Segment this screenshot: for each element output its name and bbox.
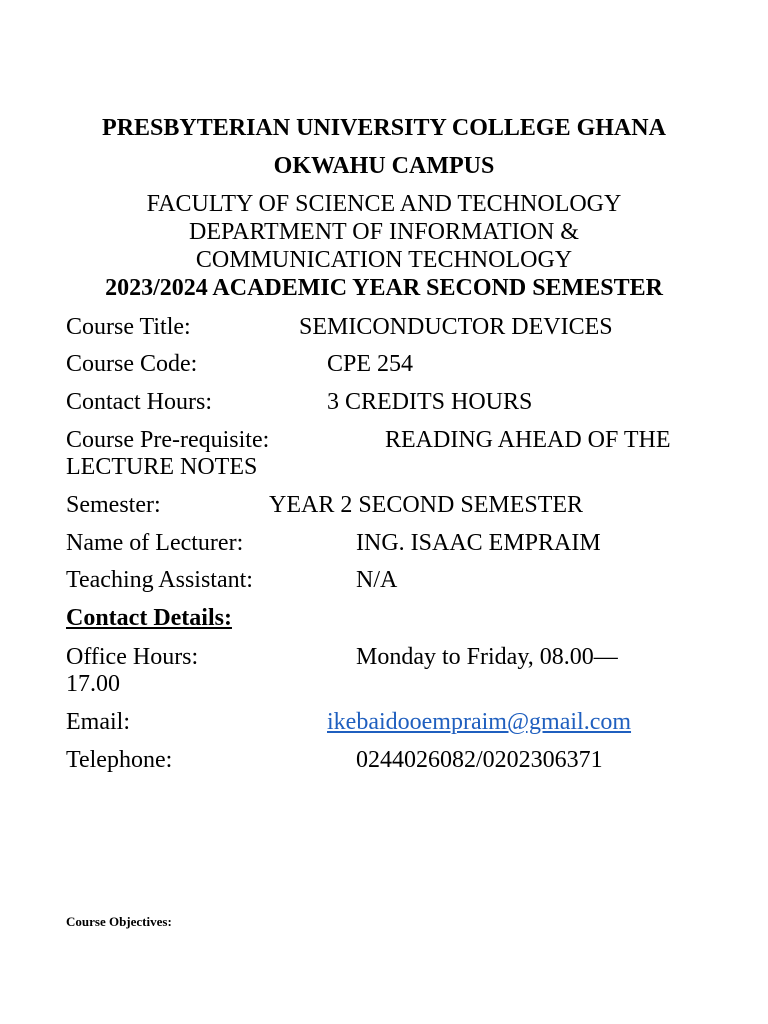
contact-hours-label: Contact Hours: [66,389,212,415]
teaching-assistant-value: N/A [356,567,398,593]
academic-year: 2023/2024 ACADEMIC YEAR SECOND SEMESTER [105,275,663,301]
course-code-value: CPE 254 [327,351,414,377]
course-title-label: Course Title: [66,314,191,340]
contact-hours-value: 3 CREDITS HOURS [327,389,533,415]
lecturer-value: ING. ISAAC EMPRAIM [356,530,601,556]
office-hours-label: Office Hours: [66,644,199,670]
course-objectives-heading: Course Objectives: [66,914,172,929]
telephone-value: 0244026082/0202306371 [356,747,603,773]
campus-name: OKWAHU CAMPUS [273,153,495,179]
semester-value: YEAR 2 SECOND SEMESTER [269,492,584,518]
department-line-1: DEPARTMENT OF INFORMATION & [189,219,579,245]
email-label: Email: [66,709,130,735]
telephone-label: Telephone: [66,747,173,773]
teaching-assistant-label: Teaching Assistant: [66,567,253,593]
semester-label: Semester: [66,492,161,518]
lecturer-label: Name of Lecturer: [66,530,244,556]
course-code-label: Course Code: [66,351,198,377]
email-link[interactable]: ikebaidooempraim@gmail.com [327,709,632,735]
course-title-value: SEMICONDUCTOR DEVICES [299,314,613,340]
prerequisite-value-cont: LECTURE NOTES [66,454,258,480]
department-line-2: COMMUNICATION TECHNOLOGY [195,247,573,273]
office-hours-value-cont: 17.00 [66,671,120,697]
office-hours-value: Monday to Friday, 08.00— [356,644,618,670]
contact-details-heading: Contact Details: [66,605,232,631]
university-name: PRESBYTERIAN UNIVERSITY COLLEGE GHANA [102,115,666,141]
prerequisite-label: Course Pre-requisite: [66,427,270,453]
faculty-name: FACULTY OF SCIENCE AND TECHNOLOGY [146,191,622,217]
prerequisite-value: READING AHEAD OF THE [385,427,671,453]
